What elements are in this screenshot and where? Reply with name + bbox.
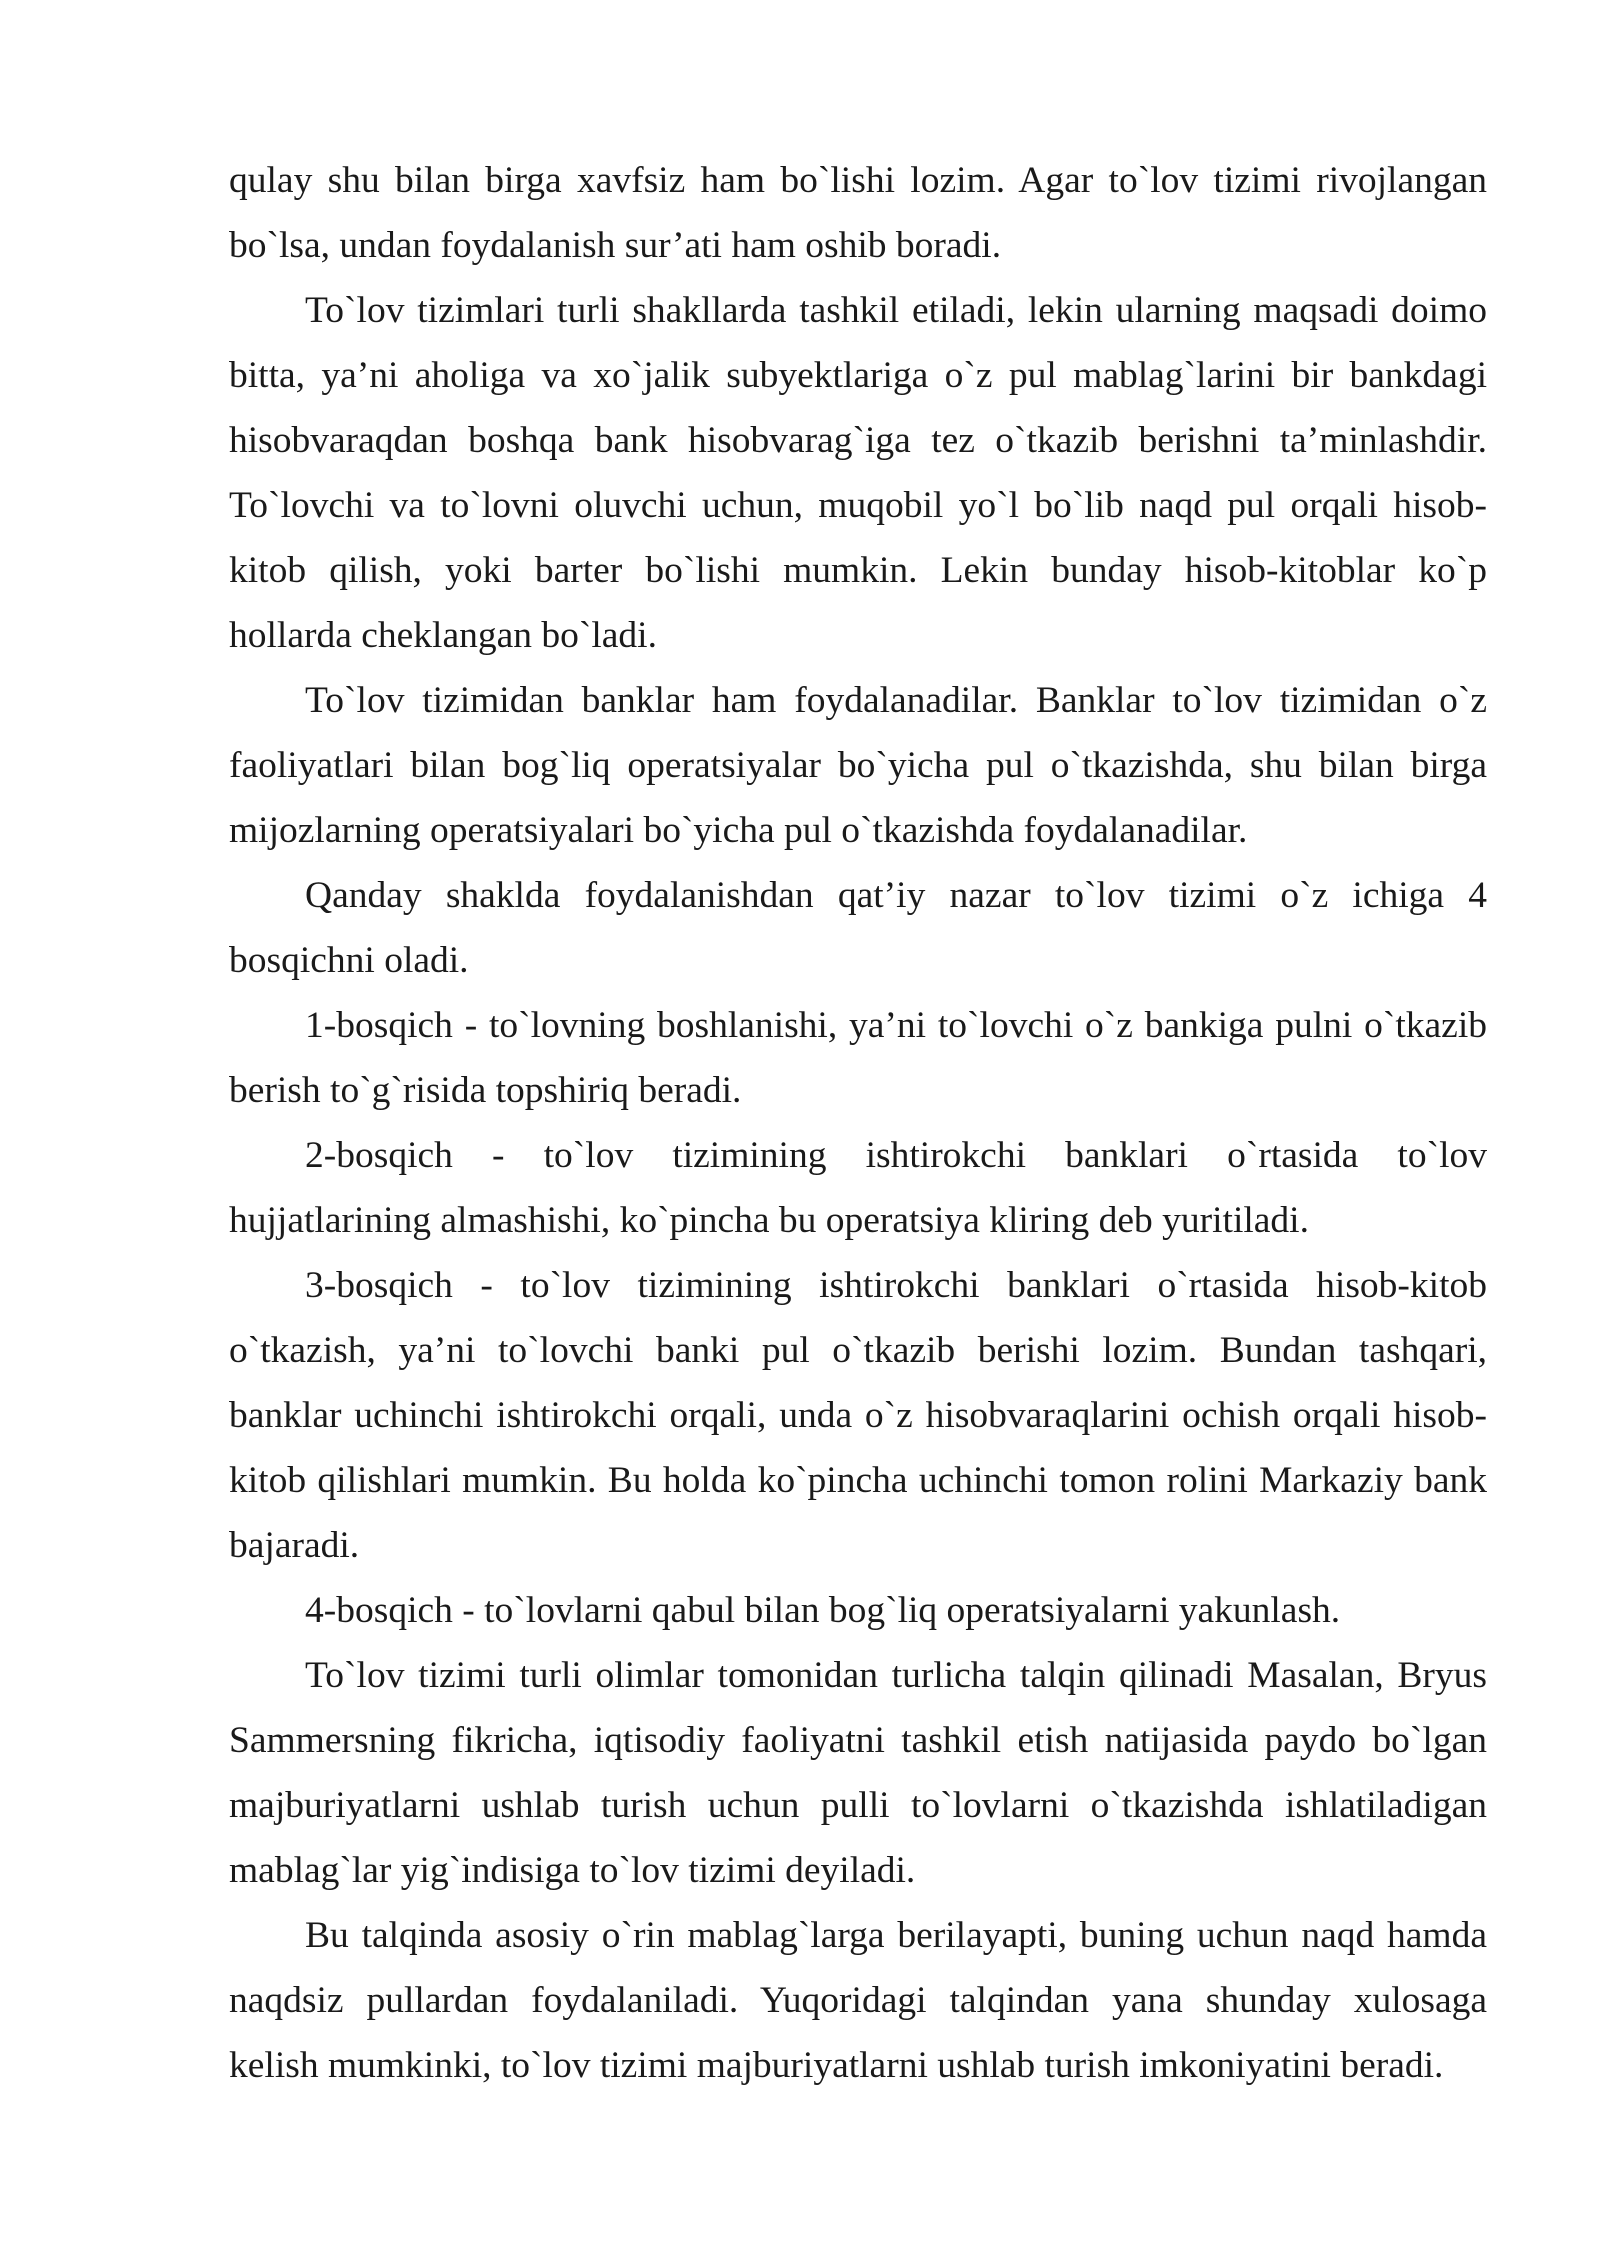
paragraph-stage-2: 2-bosqich - to`lov tizimining ishtirokchi banklari o`rtasida to`lov hujjatlarining almashishi, ko`pincha bu operatsiya kliring deb yuritiladi.	[229, 1135, 1487, 1241]
paragraph-stage-3: 3-bosqich - to`lov tizimining ishtirokchi banklari o`rtasida hisob-kitob o`tkazish, ya’ni to`lovchi banki pul o`tkazib berishi lozim. Bundan tashqari, banklar uchinchi ishtirokchi orqali, unda o`z hisobvaraqlarini ochish orqali hisob-kitob qilishlari mumkin. Bu holda ko`pincha uchinchi tomon rolini Markaziy bank bajaradi.	[229, 1265, 1487, 1566]
paragraph-interpretation: Bu talqinda asosiy o`rin mablag`larga berilayapti, buning uchun naqd hamda naqdsiz pullardan foydalaniladi. Yuqoridagi talqindan yana shunday xulosaga kelish mumkinki, to`lov tizimi majburiyatlarni ushlab turish imkoniyatini beradi.	[229, 1915, 1487, 2086]
paragraph-four-stages: Qanday shaklda foydalanishdan qat’iy nazar to`lov tizimi o`z ichiga 4 bosqichni oladi.	[229, 875, 1487, 981]
paragraph-definition: To`lov tizimi turli olimlar tomonidan turlicha talqin qilinadi Masalan, Bryus Sammersning fikricha, iqtisodiy faoliyatni tashkil etish natijasida paydo bo`lgan majburiyatlarni ushlab turish uchun pulli to`lovlarni o`tkazishda ishlatiladigan mablag`lar yig`indisiga to`lov tizimi deyiladi.	[229, 1655, 1487, 1891]
paragraph-stage-1: 1-bosqich - to`lovning boshlanishi, ya’ni to`lovchi o`z bankiga pulni o`tkazib berish to`g`risida topshiriq beradi.	[229, 1005, 1487, 1111]
paragraph-continuation: qulay shu bilan birga xavfsiz ham bo`lishi lozim. Agar to`lov tizimi rivojlangan bo`lsa, undan foydalanish sur’ati ham oshib boradi.	[229, 160, 1487, 266]
paragraph-banks-use: To`lov tizimidan banklar ham foydalanadilar. Banklar to`lov tizimidan o`z faoliyatlari bilan bog`liq operatsiyalar bo`yicha pul o`tkazishda, shu bilan birga mijozlarning operatsiyalari bo`yicha pul o`tkazishda foydalanadilar.	[229, 680, 1487, 851]
document-page	[229, 148, 1487, 2098]
paragraph-stage-4: 4-bosqich - to`lovlarni qabul bilan bog`liq operatsiyalarni yakunlash.	[305, 1590, 1341, 1631]
paragraph-payment-systems-forms: To`lov tizimlari turli shakllarda tashkil etiladi, lekin ularning maqsadi doimo bitta, ya’ni aholiga va xo`jalik subyektlariga o`z pul mablag`larini bir bankdagi hisobvaraqdan boshqa bank hisobvarag`iga tez o`tkazib berishni ta’minlashdir. To`lovchi va to`lovni oluvchi uchun, muqobil yo`l bo`lib naqd pul orqali hisob-kitob qilish, yoki barter bo`lishi mumkin. Lekin bunday hisob-kitoblar ko`p hollarda cheklangan bo`ladi.	[229, 290, 1487, 656]
